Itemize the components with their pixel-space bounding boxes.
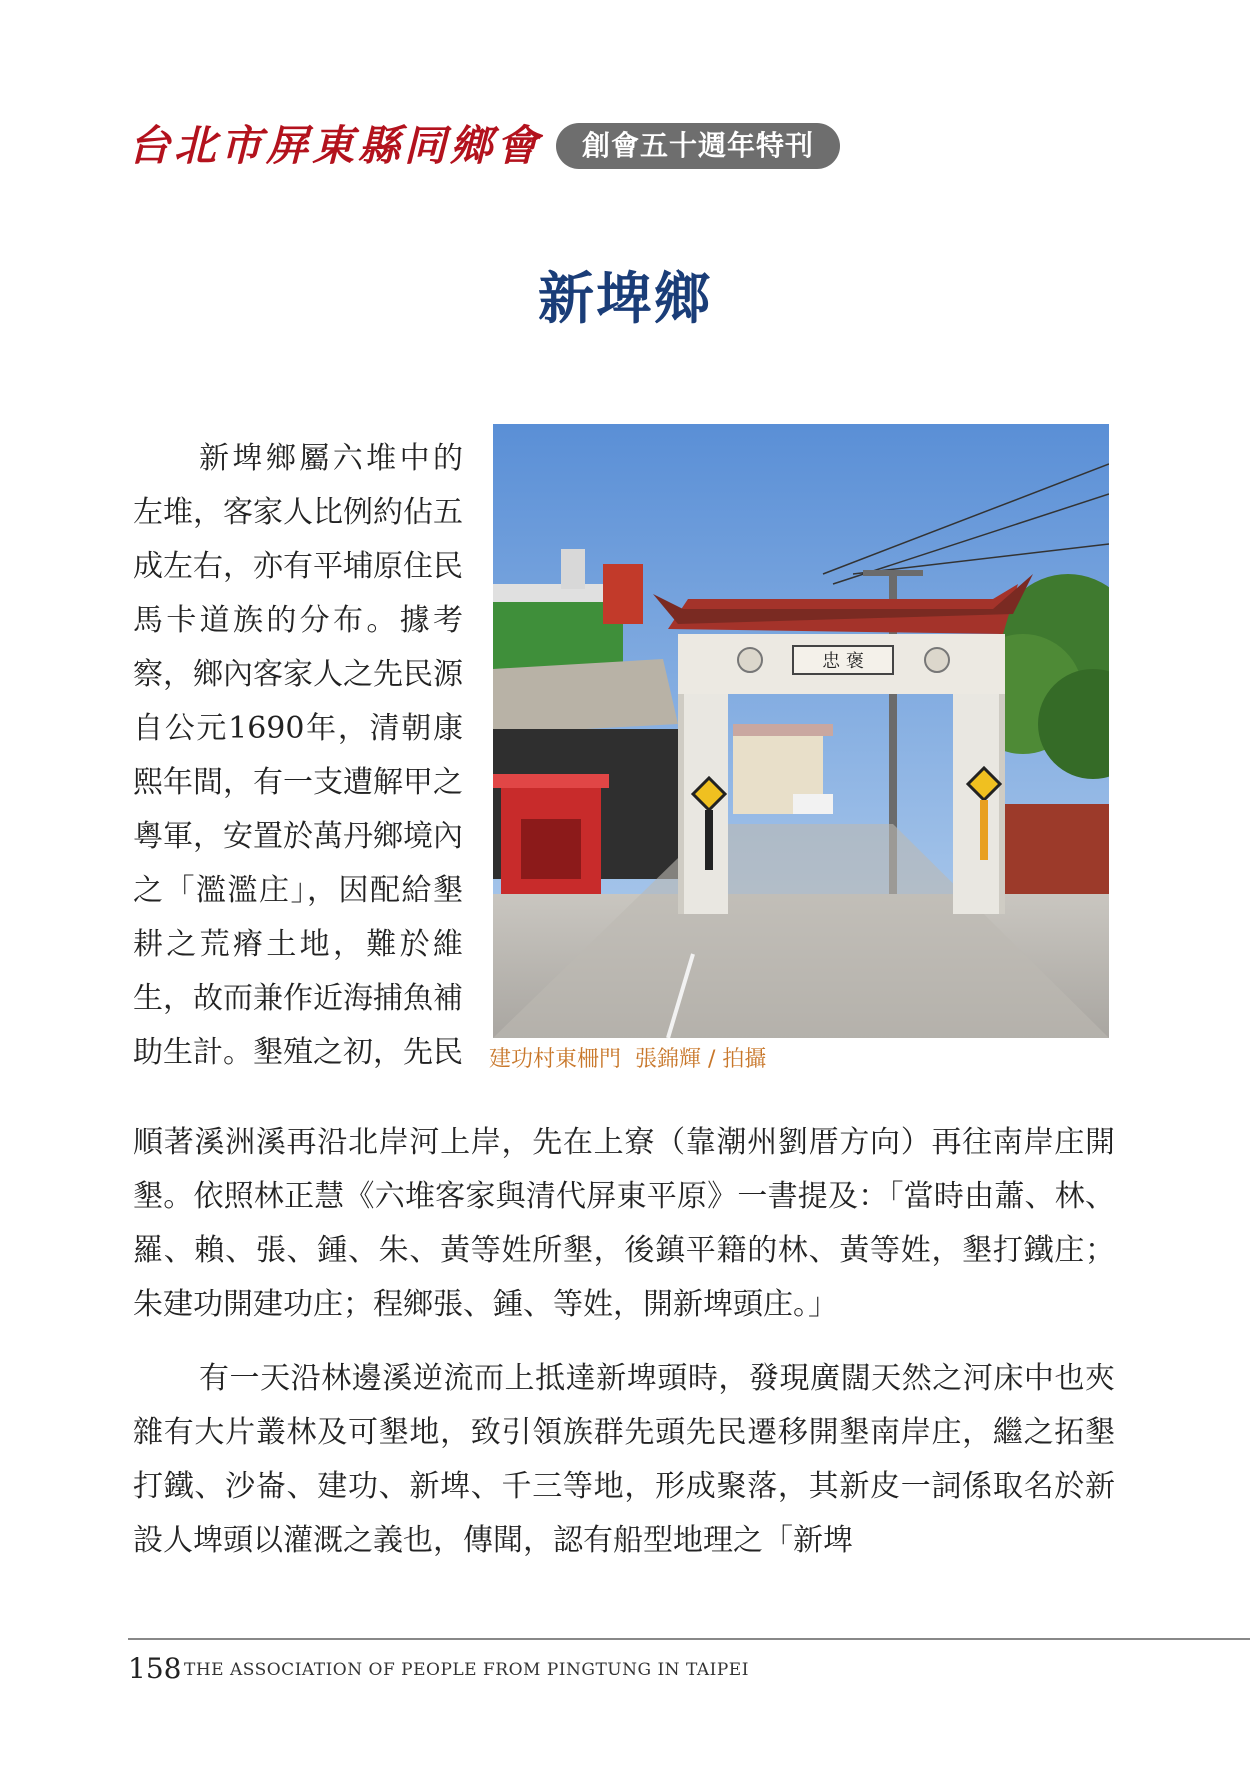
article-paragraph-second: 有一天沿林邊溪逆流而上抵達新埤頭時，發現廣闊天然之河床中也夾雜有大片叢林及可墾地，致引領族群先頭先民遷移開墾南岸庄，繼之拓墾打鐵、沙崙、建功、新埤、千三等地，形成聚落，其新皮一詞係取名於新設人埤頭以灌溉之義也，傳聞，認有船型地理之「新埤: [133, 1361, 1115, 1558]
page-title: 新埤鄉: [538, 266, 712, 332]
article-paragraph-continued: 順著溪洲溪再沿北岸河上岸，先在上寮（靠潮州劉厝方向）再往南岸庄開墾。依照林正慧《六堆客家與清代屏東平原》一書提及：「當時由蕭、林、羅、賴、張、鍾、朱、黃等姓所墾，後鎮平籍的林、黃等姓，墾打鐵庄；朱建功開建功庄；程鄉張、鍾、等姓，開新埤頭庄。」: [133, 1125, 1115, 1322]
page-header: [128, 118, 840, 174]
edition-badge: 創會五十週年特刊: [556, 123, 840, 169]
gate-photo: [493, 424, 1109, 1038]
organization-name: 台北市屏東縣同鄉會: [128, 121, 543, 170]
article-paragraph-intro: 新埤鄉屬六堆中的左堆，客家人比例約佔五成左右，亦有平埔原住民馬卡道族的分布。據考察，鄉內客家人之先民源自公元1690年，清朝康熙年間，有一支遭解甲之粵軍，安置於萬丹鄉境內之「濫濫庄」，因配給墾耕之荒瘠土地，難於維生，故而兼作近海捕魚補助生計。墾殖之初，先民: [133, 441, 463, 1070]
footer-publication-name: THE ASSOCIATION OF PEOPLE FROM PINGTUNG IN TAIPEI: [184, 1660, 749, 1680]
gate-plaque-text: 忠 褒: [822, 651, 864, 672]
article-full-text: [133, 1116, 1115, 1568]
photo-caption: 建功村東柵門 張錦輝 / 拍攝: [489, 1047, 767, 1072]
gate-photo-illustration: [493, 424, 1109, 1038]
article-column-text: [133, 432, 463, 1080]
page-number: 158: [128, 1652, 182, 1685]
footer-divider: [128, 1638, 1250, 1640]
